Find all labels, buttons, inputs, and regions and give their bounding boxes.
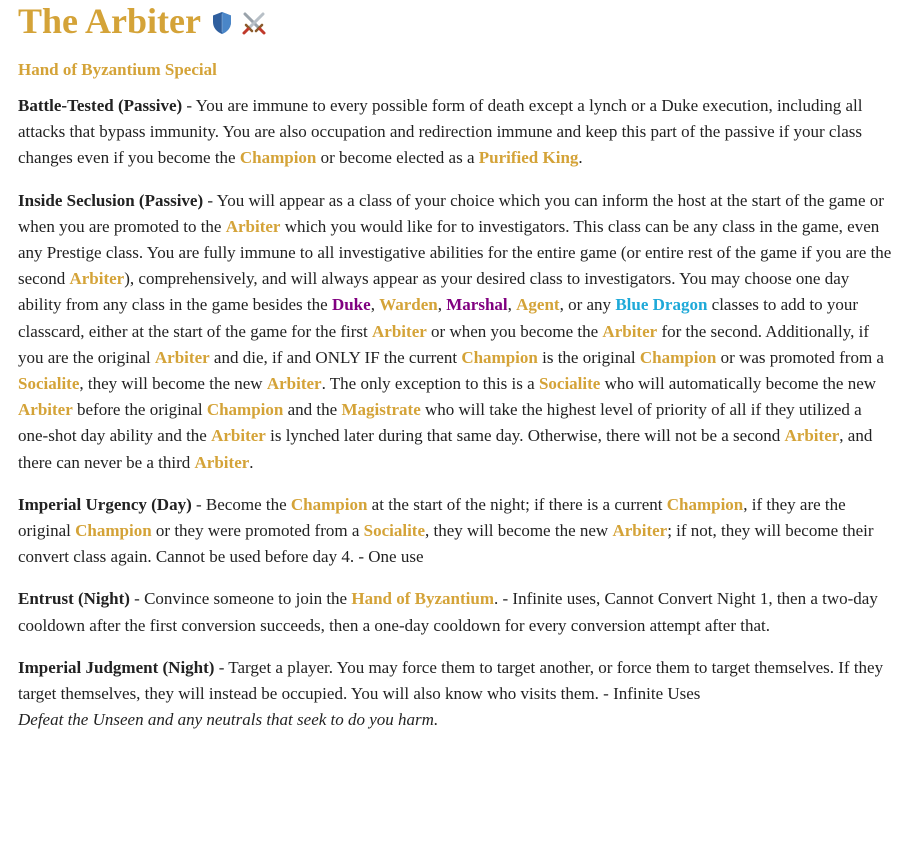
ability-text: is the original <box>537 347 640 367</box>
ability-text: or become elected as a <box>316 148 479 168</box>
ability-text: - You will appear as a class of your choice which you can inform the host at the start of the game or when you are promoted to the <box>18 190 884 236</box>
ability-text: who will take the highest level of priority of all if they utilized a one-shot day ability and the <box>18 400 862 446</box>
class-keyword: Arbiter <box>225 216 281 236</box>
faction-label: Hand of Byzantium Special <box>18 60 217 79</box>
ability-name: Imperial Judgment (Night) <box>18 657 215 677</box>
ability-paragraph <box>18 188 893 476</box>
ability-paragraph <box>18 586 893 638</box>
ability-text: which you would like for to investigators. This class can be any class in the game, even any Prestige class. You are fully immune to all investigative abilities for the entire game (or entire rest of the game if you are the second <box>18 216 892 289</box>
shield-icon <box>211 11 233 35</box>
class-keyword: Arbiter <box>154 347 210 367</box>
ability-text: or was promoted from a <box>716 347 884 367</box>
ability-text: , they will become the new <box>425 521 613 541</box>
class-keyword: Arbiter <box>372 321 427 341</box>
ability-text: , or any <box>559 295 616 315</box>
crossed-swords-icon <box>241 10 267 36</box>
class-keyword: Champion <box>290 494 368 514</box>
class-keyword: Duke <box>331 295 371 315</box>
ability-text: is lynched later during that same day. Otherwise, there will not be a second <box>265 426 785 446</box>
ability-text: - Target a player. You may force them to target another, or force them to target themselves. If they target themselves, they will instead be occupied. You will also know who visits them. - Infinite Uses <box>18 657 884 704</box>
win-condition: Defeat the Unseen and any neutrals that seek to do you harm. <box>18 710 439 730</box>
class-keyword: Arbiter <box>612 521 668 541</box>
class-keyword: Socialite <box>18 374 80 394</box>
class-keyword: Champion <box>75 521 152 541</box>
ability-text: , and there can never be a third <box>18 426 873 472</box>
class-keyword: Agent <box>516 295 560 315</box>
ability-text: - Convince someone to join the <box>129 589 352 609</box>
class-keyword: Arbiter <box>784 426 840 446</box>
ability-text: for the second. Additionally, if you are the original <box>18 321 870 367</box>
class-keyword: Socialite <box>538 374 601 394</box>
ability-paragraph <box>18 492 893 571</box>
class-keyword: Arbiter <box>194 452 250 472</box>
ability-text: and the <box>283 400 342 420</box>
ability-text: at the start of the night; if there is a current <box>367 494 667 514</box>
class-keyword: Champion <box>639 347 717 367</box>
ability-text: , <box>507 295 517 315</box>
class-keyword: Champion <box>239 148 317 168</box>
class-title <box>18 0 893 41</box>
ability-name: Inside Seclusion (Passive) <box>18 190 204 210</box>
class-keyword: Champion <box>666 494 744 514</box>
class-keyword: Arbiter <box>211 426 266 446</box>
ability-name: Imperial Urgency (Day) <box>18 494 192 514</box>
class-keyword: Blue Dragon <box>615 295 708 315</box>
ability-text: classes to add to your classcard, either at the start of the game for the first <box>18 295 859 341</box>
class-keyword: Magistrate <box>341 400 421 420</box>
ability-paragraph <box>18 655 893 707</box>
ability-text: , <box>370 295 380 315</box>
ability-text: , <box>437 295 447 315</box>
ability-name: Entrust (Night) <box>18 589 130 609</box>
ability-text: , if they are the original <box>18 494 846 541</box>
class-keyword: Arbiter <box>266 374 322 394</box>
ability-text: - Become the <box>191 494 291 514</box>
ability-text: or they were promoted from a <box>151 521 364 541</box>
ability-text: ; if not, they will become their convert class again. Cannot be used before day 4. - One use <box>18 521 874 567</box>
class-keyword: Arbiter <box>69 269 125 289</box>
class-keyword: Champion <box>206 400 284 420</box>
ability-text: who will automatically become the new <box>600 374 877 394</box>
class-title-text: The Arbiter <box>18 1 201 41</box>
ability-text: before the original <box>72 400 207 420</box>
ability-text: . <box>249 452 254 472</box>
class-keyword: Arbiter <box>18 400 73 420</box>
class-keyword: Champion <box>461 347 538 367</box>
ability-text: and die, if and ONLY IF the current <box>209 347 462 367</box>
ability-name: Battle-Tested (Passive) <box>18 96 183 115</box>
title-icons <box>211 10 267 36</box>
class-keyword: Arbiter <box>602 321 658 341</box>
ability-text: . - Infinite uses, Cannot Convert Night 1, then a two-day cooldown after the first conversion succeeds, then a one-day cooldown for every conversion attempt after that. <box>18 589 878 635</box>
ability-list <box>18 93 893 707</box>
class-keyword: Marshal <box>446 295 508 315</box>
ability-text: ), comprehensively, and will always appear as your desired class to investigators. You may choose one day ability from any class in the game besides the <box>18 269 850 315</box>
ability-text: - You are immune to every possible form of death except a lynch or a Duke execution, including all attacks that bypass immunity. You are also occupation and redirection immune and keep this part of the passive if your class changes even if you become the <box>18 96 863 168</box>
ability-text: or when you become the <box>426 321 603 341</box>
class-keyword: Warden <box>379 295 438 315</box>
class-keyword: Hand of Byzantium <box>351 589 494 609</box>
ability-text: . The only exception to this is a <box>321 374 539 394</box>
ability-text: . <box>578 148 583 168</box>
ability-text: , they will become the new <box>79 374 267 394</box>
class-keyword: Socialite <box>363 521 426 541</box>
class-keyword: Purified King <box>478 148 579 168</box>
ability-paragraph <box>18 93 893 172</box>
